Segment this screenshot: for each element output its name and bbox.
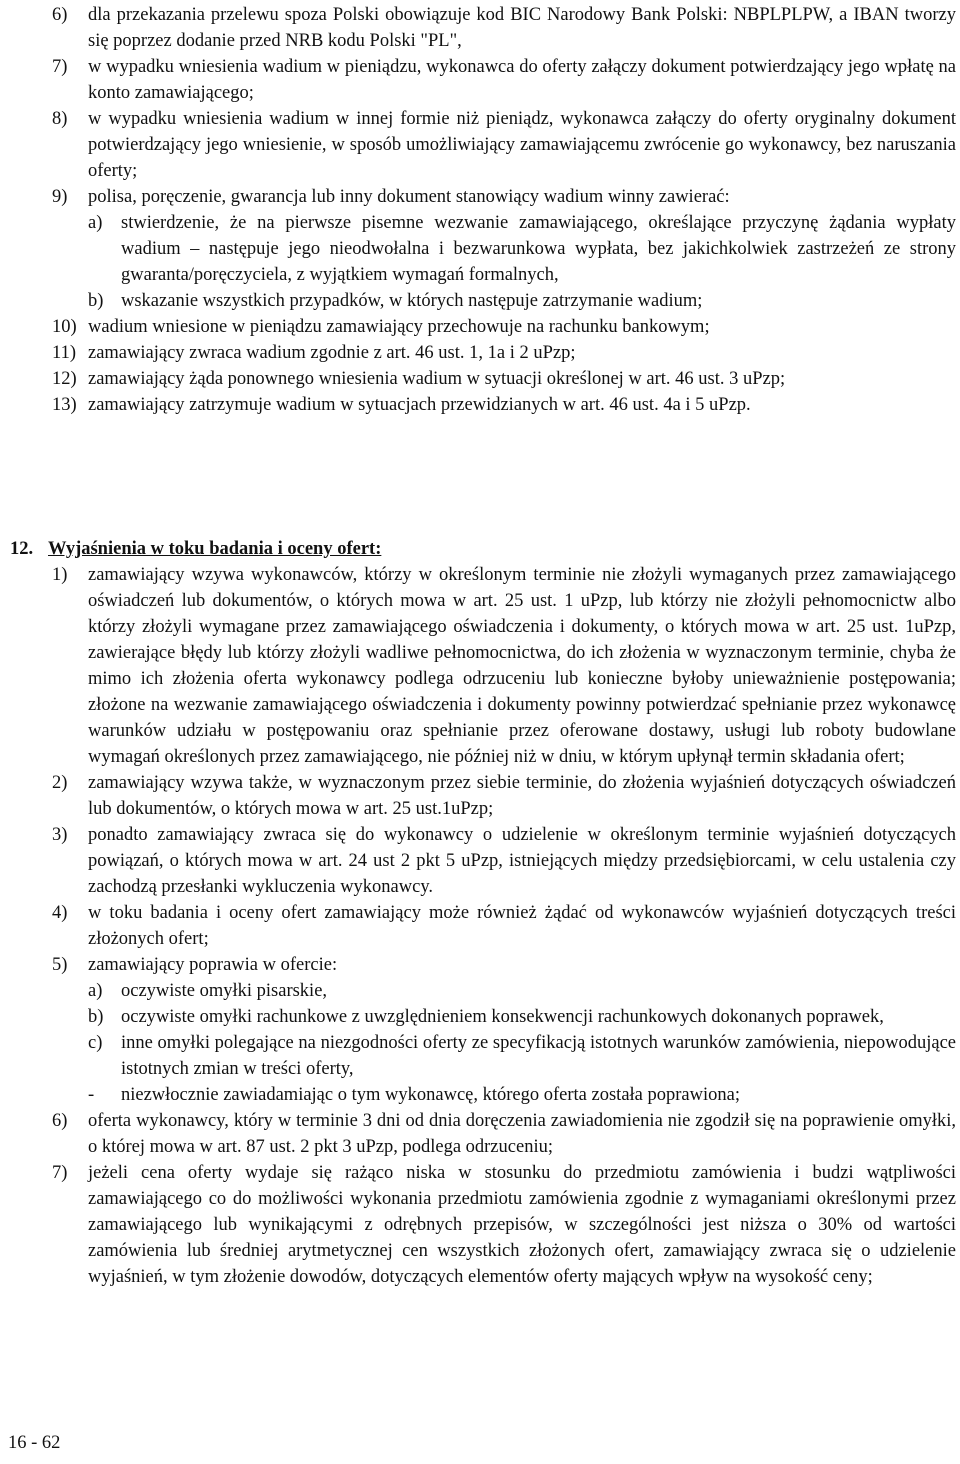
sub-list-text: oczywiste omyłki pisarskie, bbox=[121, 981, 328, 1001]
list-number: 1) bbox=[52, 565, 68, 585]
list-number: 8) bbox=[52, 109, 68, 129]
list-item bbox=[0, 340, 960, 366]
list-text: w wypadku wniesienia wadium w innej formie niż pieniądz, wykonawca załączy do oferty oryginalny dokument potwierdzający jego wniesienie, w sposób umożliwiający zamawiającemu zwrócenie go wykonawcy, bez naruszania oferty; bbox=[88, 109, 956, 181]
sub-list-item bbox=[0, 1082, 960, 1108]
list-number: 11) bbox=[52, 343, 76, 363]
sub-list-text: stwierdzenie, że na pierwsze pisemne wezwanie zamawiającego, określające przyczynę żądania wypłaty wadium – następuje jego nieodwołalna i bezwarunkowa wypłata, bez jakichkolwiek zastrzeżeń ze strony gwaranta/poręczyciela, z wyjątkiem wymagań formalnych, bbox=[121, 213, 956, 285]
list-number: 3) bbox=[52, 825, 68, 845]
list-number: 5) bbox=[52, 955, 68, 975]
sub-list-item bbox=[0, 978, 960, 1004]
list-item bbox=[0, 106, 960, 184]
sub-list-letter: a) bbox=[88, 981, 103, 1001]
sub-list-letter: b) bbox=[88, 291, 104, 311]
list-number: 12) bbox=[52, 369, 77, 389]
list-item bbox=[0, 1108, 960, 1160]
list-item bbox=[0, 770, 960, 822]
list-item bbox=[0, 54, 960, 106]
list-item bbox=[0, 314, 960, 340]
list-text: w wypadku wniesienia wadium w pieniądzu, wykonawca do oferty załączy dokument potwierdzający jego wpłatę na konto zamawiającego; bbox=[88, 57, 956, 103]
list-item bbox=[0, 562, 960, 770]
list-number: 7) bbox=[52, 57, 68, 77]
page-number: 16 - 62 bbox=[8, 1433, 61, 1453]
list-text: ponadto zamawiający zwraca się do wykonawcy o udzielenie w określonym terminie wyjaśnień dotyczących powiązań, o których mowa w art. 24 ust 2 pkt 5 uPzp, istniejących między przedsiębiorcami, w celu ustalenia czy zachodzą przesłanki wykluczenia wykonawcy. bbox=[88, 825, 956, 897]
list-number: 6) bbox=[52, 5, 68, 25]
list-number: 9) bbox=[52, 187, 68, 207]
list-item bbox=[0, 366, 960, 392]
sub-list-item bbox=[0, 1030, 960, 1082]
list-item bbox=[0, 822, 960, 900]
sub-list-text: wskazanie wszystkich przypadków, w których następuje zatrzymanie wadium; bbox=[121, 291, 703, 311]
list-text: wadium wniesione w pieniądzu zamawiający przechowuje na rachunku bankowym; bbox=[88, 317, 710, 337]
list-text: zamawiający poprawia w ofercie: bbox=[88, 955, 338, 975]
list-text: jeżeli cena oferty wydaje się rażąco niska w stosunku do przedmiotu zamówienia i budzi wątpliwości zamawiającego co do możliwości wykonania przedmiotu zamówienia zgodnie z wymaganiami określonymi przez zamawiającego lub wynikającymi z odrębnych przepisów, w szczególności jest niższa o 30% od wartości zamówienia lub średniej arytmetycznej cen wszystkich złożonych ofert, zamawiający zwraca się o udzielenie wyjaśnień, w tym złożenie dowodów, dotyczących elementów oferty mających wpływ na wysokość ceny; bbox=[88, 1163, 956, 1287]
sub-list-item bbox=[0, 288, 960, 314]
list-item bbox=[0, 900, 960, 952]
list-text: zamawiający żąda ponownego wniesienia wadium w sytuacji określonej w art. 46 ust. 3 uPzp; bbox=[88, 369, 786, 389]
list-item bbox=[0, 1160, 960, 1290]
sub-list-item bbox=[0, 210, 960, 288]
section-number: 12. bbox=[10, 539, 34, 559]
section-title: Wyjaśnienia w toku badania i oceny ofert: bbox=[48, 539, 382, 559]
list-text: w toku badania i oceny ofert zamawiający może również żądać od wykonawców wyjaśnień dotyczących treści złożonych ofert; bbox=[88, 903, 956, 949]
list-item bbox=[0, 952, 960, 978]
list-text: oferta wykonawcy, który w terminie 3 dni od dnia doręczenia zawiadomienia nie zgodził się na poprawienie omyłki, o której mowa w art. 87 ust. 2 pkt 3 uPzp, podlega odrzuceniu; bbox=[88, 1111, 956, 1157]
sub-list-text: inne omyłki polegające na niezgodności oferty ze specyfikacją istotnych warunków zamówienia, niepowodujące istotnych zmian w treści oferty, bbox=[121, 1033, 956, 1079]
sub-list-letter: c) bbox=[88, 1033, 103, 1053]
list-number: 2) bbox=[52, 773, 68, 793]
list-text: zamawiający zwraca wadium zgodnie z art. 46 ust. 1, 1a i 2 uPzp; bbox=[88, 343, 576, 363]
list-text: zamawiający wzywa wykonawców, którzy w określonym terminie nie złożyli wymaganych przez zamawiającego oświadczeń lub dokumentów, o których mowa w art. 25 ust. 1 uPzp, lub którzy nie złożyli pełnomocnictw albo którzy złożyli wymagane przez zamawiającego oświadczenia i dokumenty, o których mowa w art. 25 ust. 1uPzp, zawierające błędy lub którzy złożyli wadliwe pełnomocnictwa, do ich złożenia w wyznaczonym terminie, chyba że mimo ich złożenia oferta wykonawcy podlega odrzuceniu lub konieczne byłoby unieważnienie postępowania; złożone na wezwanie zamawiającego oświadczenia i dokumenty powinny potwierdzać spełnianie przez wykonawcę warunków udziału w postępowaniu oraz spełnianie przez oferowane dostawy, usługi lub roboty budowlane wymagań określonych przez zamawiającego, nie później niż w dniu, w którym upłynął termin składania ofert; bbox=[88, 565, 956, 767]
list-text: dla przekazania przelewu spoza Polski obowiązuje kod BIC Narodowy Bank Polski: NBPLPLPW, a IBAN tworzy się poprzez dodanie przed NRB kodu Polski "PL", bbox=[88, 5, 956, 51]
list-item bbox=[0, 392, 960, 418]
top-list bbox=[0, 2, 960, 418]
list-item bbox=[0, 2, 960, 54]
list-number: 13) bbox=[52, 395, 77, 415]
sub-list-text: niezwłocznie zawiadamiając o tym wykonawcę, którego oferta została poprawiona; bbox=[121, 1085, 740, 1105]
section-12 bbox=[0, 536, 960, 1290]
list-text: zamawiający wzywa także, w wyznaczonym przez siebie terminie, do złożenia wyjaśnień dotyczących oświadczeń lub dokumentów, o których mowa w art. 25 ust.1uPzp; bbox=[88, 773, 956, 819]
sub-list-letter: a) bbox=[88, 213, 103, 233]
sub-list-item bbox=[0, 1004, 960, 1030]
sub-list-dash: - bbox=[88, 1085, 95, 1105]
list-number: 6) bbox=[52, 1111, 68, 1131]
list-item bbox=[0, 184, 960, 210]
list-text: zamawiający zatrzymuje wadium w sytuacjach przewidzianych w art. 46 ust. 4a i 5 uPzp. bbox=[88, 395, 751, 415]
list-number: 4) bbox=[52, 903, 68, 923]
list-number: 10) bbox=[52, 317, 77, 337]
list-text: polisa, poręczenie, gwarancja lub inny dokument stanowiący wadium winny zawierać: bbox=[88, 187, 730, 207]
sub-list-text: oczywiste omyłki rachunkowe z uwzględnieniem konsekwencji rachunkowych dokonanych poprawek, bbox=[121, 1007, 884, 1027]
list-number: 7) bbox=[52, 1163, 68, 1183]
sub-list-letter: b) bbox=[88, 1007, 104, 1027]
section-heading bbox=[0, 536, 960, 562]
